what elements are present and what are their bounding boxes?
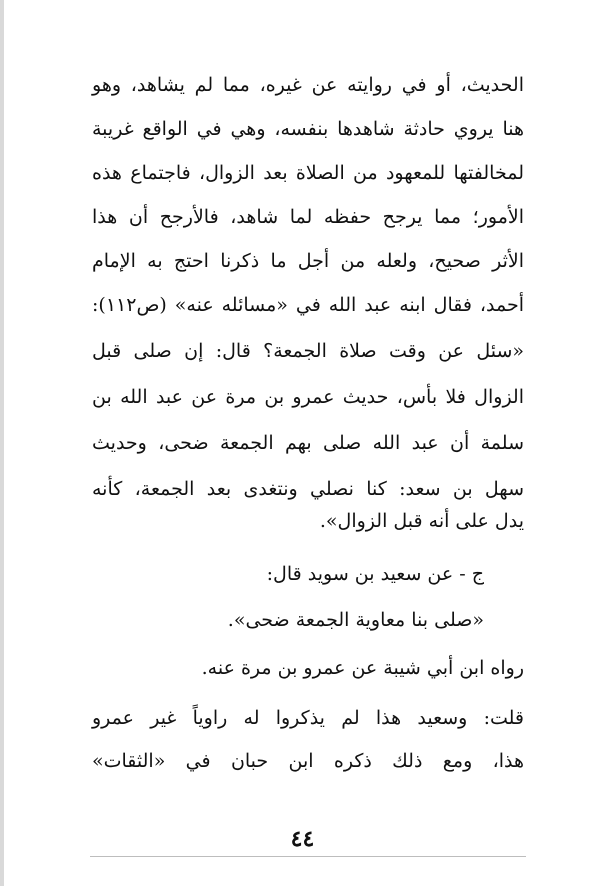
text-line: أحمد، فقال ابنه عبد الله في «مسائله عنه» (ص١١٢): [92, 294, 524, 316]
text-line: سهل بن سعد: كنا نصلي ونتغدى بعد الجمعة، كأنه [92, 478, 524, 500]
text-line: هذا، ومع ذلك ذكره ابن حبان في «الثقات» [92, 750, 524, 772]
text-line: ج - عن سعيد بن سويد قال: [266, 563, 484, 585]
text-line: رواه ابن أبي شيبة عن عمرو بن مرة عنه. [201, 657, 524, 679]
text-line: يدل على أنه قبل الزوال». [319, 510, 524, 532]
text-line: الزوال فلا بأس، حديث عمرو بن مرة عن عبد الله بن [92, 386, 524, 408]
text-line: «صلى بنا معاوية الجمعة ضحى». [227, 609, 484, 631]
text-line: قلت: وسعيد هذا لم يذكروا له راوياً غير عمرو [92, 707, 524, 729]
text-line: هنا يروي حادثة شاهدها بنفسه، وهي في الواقع غريبة [92, 118, 524, 140]
text-line: «سئل عن وقت صلاة الجمعة؟ قال: إن صلى قبل [92, 340, 524, 362]
text-line: لمخالفتها للمعهود من الصلاة بعد الزوال، فاجتماع هذه [92, 162, 524, 184]
page-number: ٤٤ [290, 826, 315, 852]
page-edge-shadow [0, 0, 4, 886]
text-line: سلمة أن عبد الله صلى بهم الجمعة ضحى، وحديث [92, 432, 524, 454]
footer-rule [90, 856, 526, 857]
text-line: الأثر صحيح، ولعله من أجل ما ذكرنا احتج به الإمام [92, 250, 524, 272]
text-line: الأمور؛ مما يرجح حفظه لما شاهد، فالأرجح أن هذا [92, 206, 524, 228]
text-line: الحديث، أو في روايته عن غيره، مما لم يشاهد، وهو [92, 74, 524, 96]
